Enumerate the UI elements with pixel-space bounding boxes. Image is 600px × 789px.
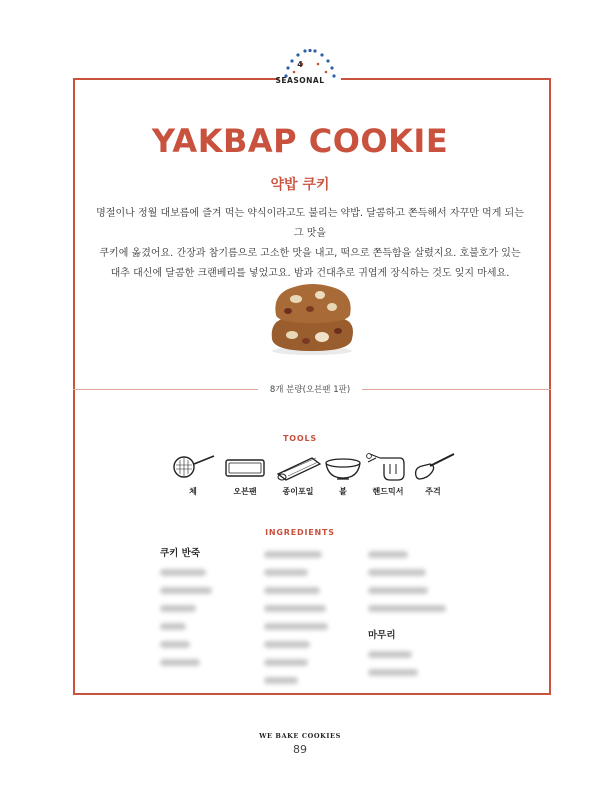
oven-pan-icon [220,452,270,482]
ingredients-heading: INGREDIENTS [265,528,335,537]
blurred-ingredient [264,635,354,653]
blurred-ingredient [160,599,250,617]
sieve-icon [168,452,218,482]
tool-label: 종이포일 [282,487,314,496]
cookie-photo [262,279,362,357]
blurred-ingredient [264,563,354,581]
tool-bowl [318,452,368,497]
description-line: 대추 대신에 달콤한 크랜베리를 넣었고요. 밤과 건대추로 귀엽게 장식하는 것도 잊지 마세요. [110,268,510,279]
tool-label: 주걱 [425,487,441,496]
ingredient-column-1 [160,545,250,671]
tools-heading: TOOLS [283,434,317,443]
blurred-ingredient [368,599,464,617]
blurred-ingredient [264,671,354,689]
tool-spatula [408,452,458,497]
blurred-ingredient [160,581,250,599]
blurred-ingredient [160,635,250,653]
tool-label: 볼 [339,487,347,496]
spacer [368,617,464,627]
blurred-ingredient [368,663,464,681]
bowl-icon [318,452,368,482]
footer-brand: WE BAKE COOKIES [259,732,341,740]
dough-heading: 쿠키 반죽 [160,548,201,559]
chapter-label: SEASONAL [275,76,325,85]
blurred-ingredient [264,545,354,563]
chapter-number: 4 [297,60,303,69]
spatula-icon [408,452,458,482]
blurred-ingredient [160,617,250,635]
tool-label: 오븐팬 [233,487,257,496]
tool-label: 핸드믹서 [372,487,404,496]
recipe-title: YAKBAP COOKIE [151,122,449,160]
blurred-ingredient [368,545,464,563]
finish-heading: 마무리 [368,630,396,641]
blurred-ingredient [264,653,354,671]
description-line: 쿠키에 옮겼어요. 간장과 참기름으로 고소한 맛을 내고, 떡으로 쫀득함을 살렸지요. 호불호가 있는 [99,248,521,259]
blurred-ingredient [160,653,250,671]
description-line: 명절이나 정월 대보름에 즐겨 먹는 약식이라고도 불리는 약밥. 달콤하고 쫀득해서 자꾸만 먹게 되는 그 맛을 [96,208,524,239]
page-number: 89 [293,743,307,756]
blurred-ingredient [368,645,464,663]
blurred-ingredient [264,581,354,599]
blurred-ingredient [160,563,250,581]
tool-label: 체 [189,487,197,496]
yield-label: 8개 분량(오븐팬 1판) [258,382,362,398]
blurred-ingredient [368,581,464,599]
hand-mixer-icon [362,452,414,482]
recipe-subtitle: 약밥 쿠키 [270,177,330,193]
ingredient-column-3 [368,545,464,681]
recipe-description [95,204,525,284]
ingredient-column-2 [264,545,354,689]
blurred-ingredient [368,563,464,581]
blurred-ingredient [264,617,354,635]
tool-sieve [168,452,218,497]
blurred-ingredient [264,599,354,617]
tool-hand-mixer [362,452,414,497]
tool-oven-pan [220,452,270,497]
